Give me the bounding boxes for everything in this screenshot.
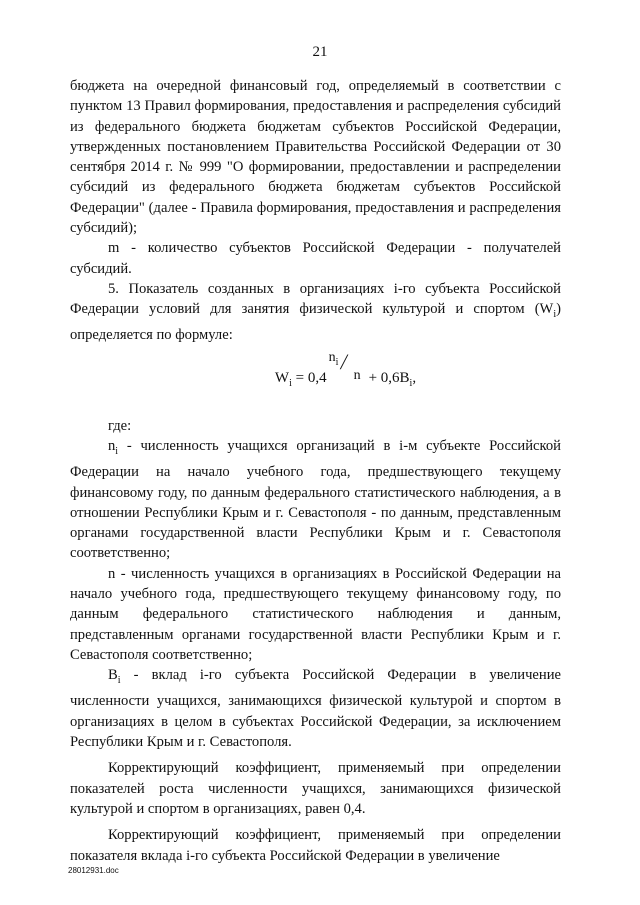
indicator-subscript: i — [553, 309, 557, 321]
ni-text: - численность учащихся организаций в i-м субъекте Российской Федерации на начало учебного года, предшествующего текущему финансовому году, по данным федерального статистического наблюдения, а в отношении Республики Крым и г. Севастополя - по данным, представленным органами государственной власти Республики Крым и г. Севастополя соответственно; — [70, 438, 561, 562]
paragraph-coefficient-contribution: Корректирующий коэффициент, применяемый при определении показателя вклада i-го субъекта Российской Федерации в увеличение — [70, 827, 561, 864]
indicator-text-before: 5. Показатель созданных в организациях i-го субъекта Российской Федерации условий для занятия физической культурой и спортом (W — [70, 280, 561, 318]
formula-frac-slash: / — [338, 348, 350, 374]
formula-end: , — [412, 369, 417, 386]
paragraph-where: где: — [108, 417, 132, 434]
formula-plus-sub: i — [409, 377, 413, 389]
paragraph-bi-definition — [70, 665, 561, 752]
paragraph-ni-definition — [70, 436, 561, 564]
document-body — [70, 76, 561, 866]
formula-frac-numerator: $n_i$ — [328, 349, 339, 368]
formula-lhs-sub: i — [289, 377, 292, 389]
formula-eq: = 0,4 — [291, 369, 327, 386]
formula-wi — [130, 346, 561, 406]
ni-sub: i — [115, 445, 119, 457]
indicator-text-after: ) определяется по формуле: — [70, 301, 561, 344]
paragraph-budget-definition: бюджета на очередной финансовый год, определяемый в соответствии с пунктом 13 Правил формирования, предоставления и распределения субсидий из федерального бюджета бюджетам субъектов Российской Федерации, утвержденных постановлением Правительства Российской Федерации от 30 сентября 2014 г. № 999 "О формировании, предоставлении и распределении субсидий из федерального бюджета бюджетам субъектов Российской Федерации" (далее - Правила формирования, предоставления и распределения субсидий); — [70, 78, 561, 237]
paragraph-indicator-5 — [70, 279, 561, 346]
formula-lhs: W — [274, 369, 290, 386]
bi-text: - вклад i-го субъекта Российской Федерации в увеличение численности учащихся, занимающихся физической культурой и спортом в организациях в целом в субъектах Российской Федерации, за исключением Республики Крым и г. Севастополя. — [70, 667, 561, 751]
paragraph-m-definition: m - количество субъектов Российской Федерации - получателей субсидий. — [70, 240, 561, 277]
page-number: 21 — [312, 44, 328, 60]
paragraph-coefficient-growth: Корректирующий коэффициент, применяемый при определении показателей роста численности учащихся, занимающихся физической культурой и спортом в организациях, равен 0,4. — [70, 760, 561, 817]
ni-var: n — [108, 438, 116, 455]
formula-plus-term: + 0,6B — [368, 369, 410, 386]
document-footer-filename: 28012931.doc — [68, 866, 119, 875]
paragraph-n-definition: n - численность учащихся в организациях в Российской Федерации на начало учебного года, предшествующего текущему финансовому году, по данным федерального статистического наблюдения и данным, представленным органами государственной власти Республики Крым и г. Севастополя соответственно; — [70, 565, 561, 663]
bi-var: B — [108, 667, 118, 684]
formula-fraction — [327, 348, 369, 386]
bi-sub: i — [117, 675, 121, 687]
formula-frac-denominator: n — [353, 367, 361, 383]
